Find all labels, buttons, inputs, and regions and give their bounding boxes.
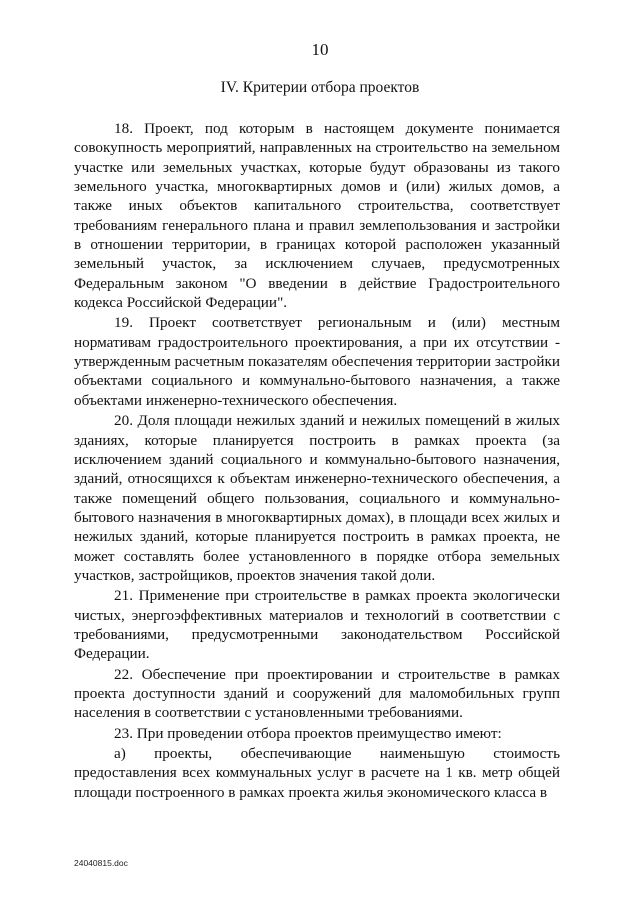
paragraph-20: 20. Доля площади нежилых зданий и нежилых помещений в жилых зданиях, которые планируется построить в рамках проекта (за исключением зданий социального и коммунально-бытового назначения, зданий, относящихся к объектам инженерно-технического обеспечения, а также помещений общего пользования, социального и коммунально-бытового назначения в многоквартирных домах), в площади всех жилых и нежилых зданий, которые планируется построить в рамках проекта, не может составлять более установленного в порядке отбора земельных участков, застройщиков, проектов значения такой доли. (74, 412, 560, 584)
paragraph-21: 21. Применение при строительстве в рамках проекта экологически чистых, энергоэффективных материалов и технологий в соответствии с требованиями, предусмотренными законодательством Российской Федерации. (74, 587, 560, 663)
paragraph-22: 22. Обеспечение при проектировании и строительстве в рамках проекта доступности зданий и сооружений для маломобильных групп населения в соответствии с установленными требованиями. (74, 665, 560, 722)
paragraph-18: 18. Проект, под которым в настоящем документе понимается совокупность мероприятий, направленных на строительство на земельном участке или земельных участках, которые будут образованы из такого земельного участка, многоквартирных домов и (или) жилых домов, а также иных объектов капитального строительства, соответствует требованиям генерального плана и правил землепользования и застройки в отношении территории, в границах которой расположен указанный земельный участок, за исключением случаев, предусмотренных Федеральным законом "О введении в действие Градостроительного кодекса Российской Федерации". (74, 120, 560, 312)
page-number: 10 (311, 40, 329, 59)
paragraph-23: 23. При проведении отбора проектов преимущество имеют: (114, 724, 502, 742)
document-body (74, 119, 560, 802)
footer-filename: 24040815.doc (74, 858, 128, 868)
paragraph-23a: а) проекты, обеспечивающие наименьшую стоимость предоставления всех коммунальных услуг в расчете на 1 кв. метр общей площади построенного в рамках проекта жилья экономического класса в (74, 745, 560, 801)
paragraph-19: 19. Проект соответствует региональным и (или) местным нормативам градостроительного проектирования, а при их отсутствии - утвержденным расчетным показателям обеспечения территории застройки объектами социального и коммунально-бытового назначения, а также объектами инженерно-технического обеспечения. (74, 314, 560, 409)
section-title: IV. Критерии отбора проектов (220, 79, 420, 96)
